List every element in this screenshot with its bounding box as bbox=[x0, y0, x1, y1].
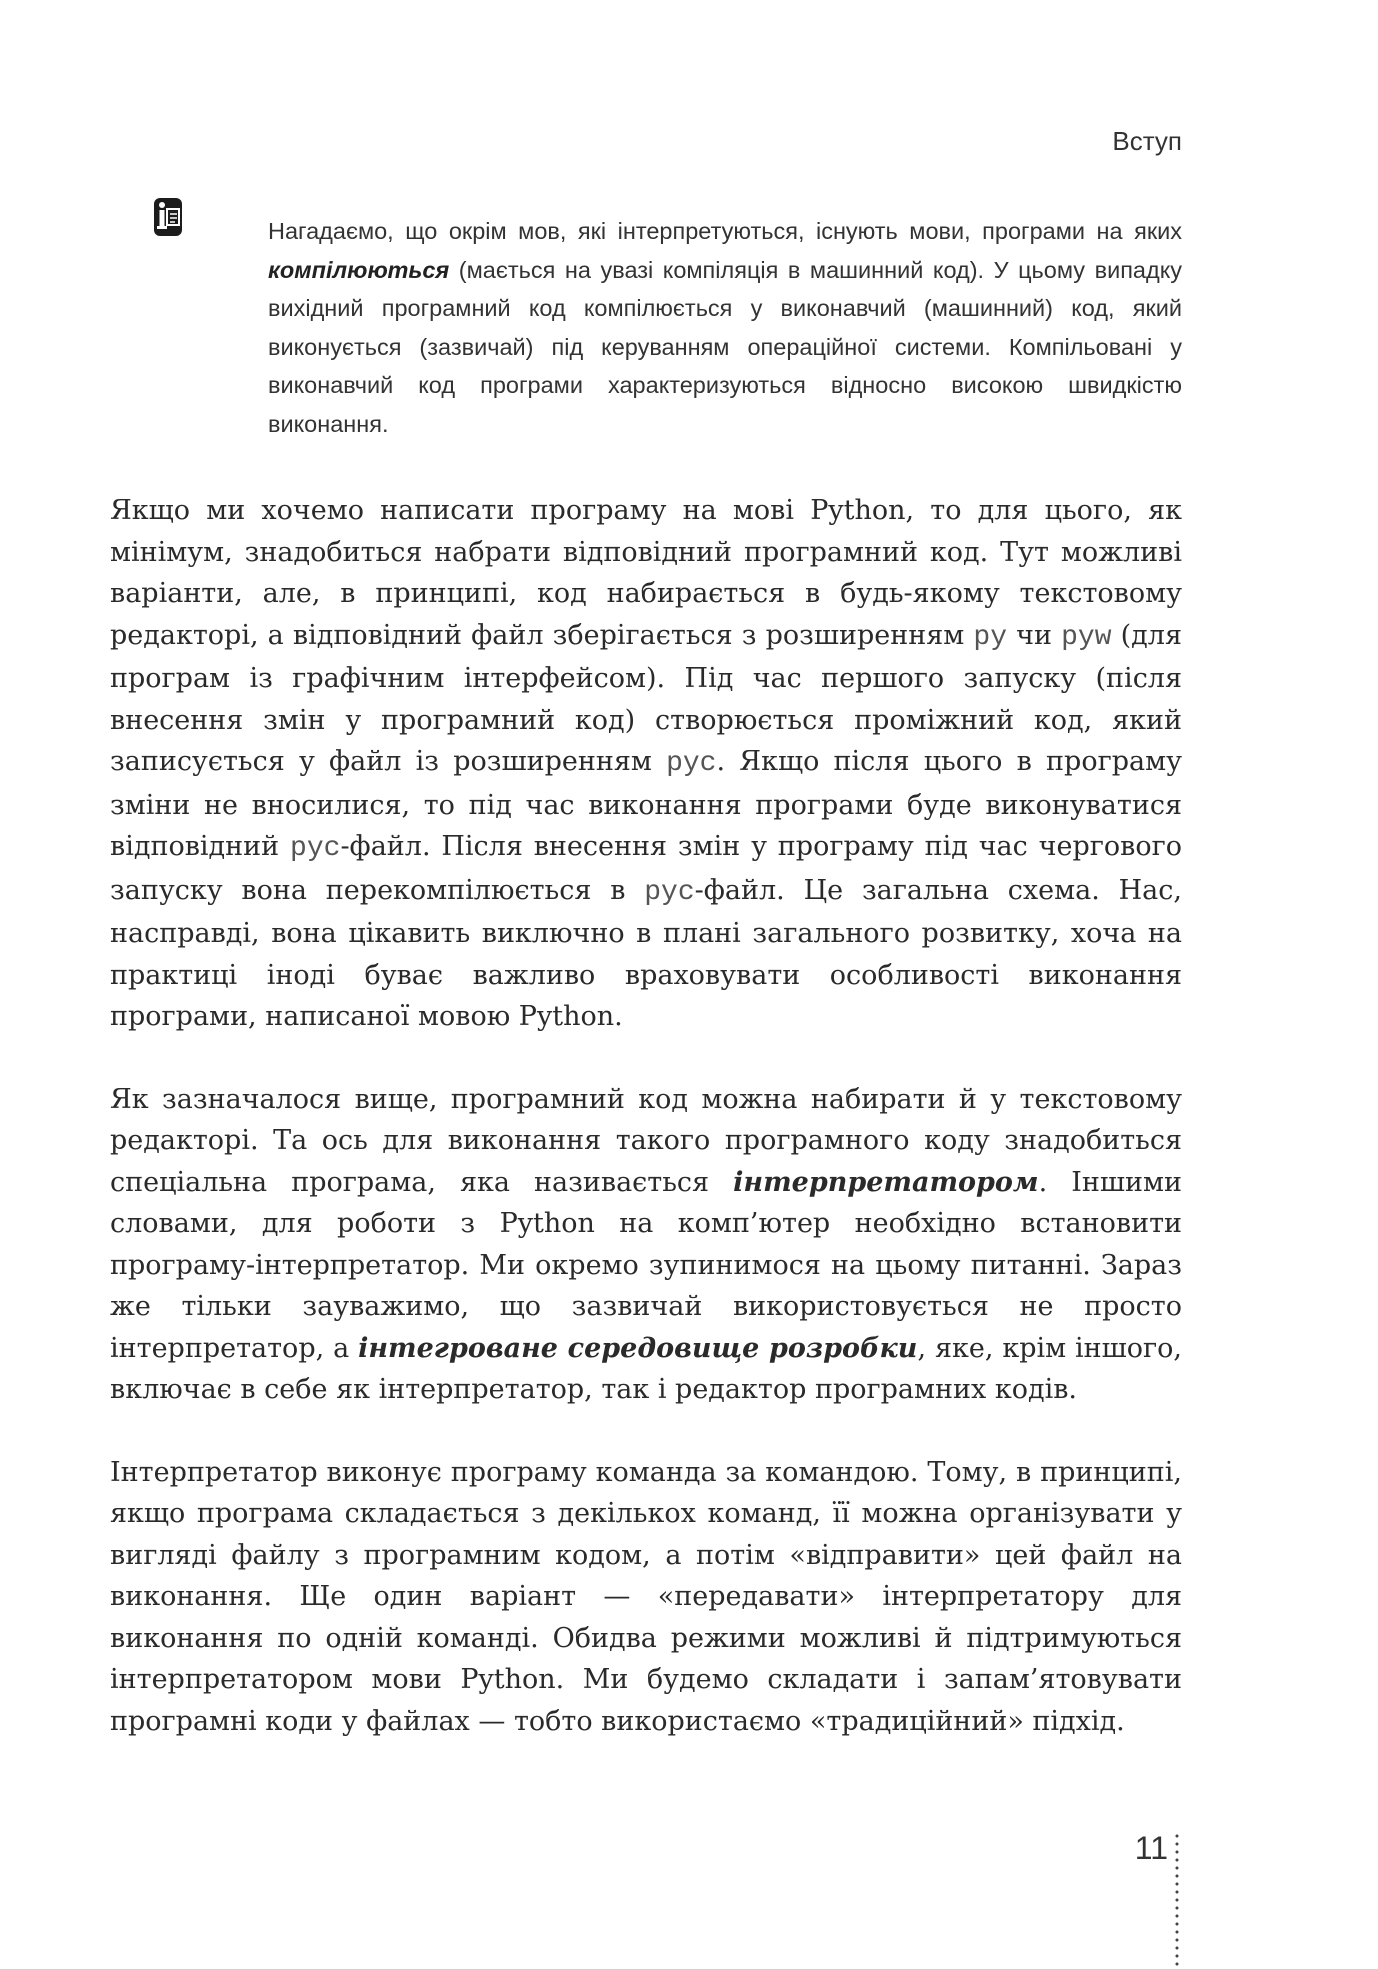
paragraph-3: Інтерпретатор виконує програму команда за командою. Тому, в принципі, якщо програма складається з декількох команд, її можна організувати у вигляді файлу з програмним кодом, а потім «відправити» цей файл на виконання. Ще один варіант — «передавати» інтерпретатору для виконання по одній команді. Обидва режими можливі й підтримуються інтерпретатором мови Python. Ми будемо складати і запам’ятовувати програмні коди у файлах — тобто використаємо «традиційний» підхід. bbox=[110, 1456, 1182, 1737]
dotted-rule bbox=[1174, 1832, 1180, 1969]
running-head: Вступ bbox=[1112, 126, 1182, 156]
info-note bbox=[268, 212, 1182, 444]
code-ext-py: py bbox=[973, 621, 1008, 653]
term-ide: інтегроване середовище розробки bbox=[358, 1332, 918, 1364]
info-note-icon bbox=[152, 196, 214, 242]
code-ext-pyc: pyc bbox=[666, 748, 717, 779]
paragraph-2: Як зазначалося вище, програмний код можна набирати й у текстовому редакторі. Та ось для виконання такого програмного коду знадобиться спеціальна програма, яка називається інтерпретатором. Іншими словами, для роботи з Python на комп’ютер необхідно встановити програму-інтерпретатор. Ми окремо зупинимося на цьому питанні. Зараз же тільки зауважимо, що зазвичай використовується не просто інтерпретатор, а інтегроване середовище розробки, яке, крім іншого, включає в себе як інтерпретатор, так і редактор програмних кодів. bbox=[110, 1083, 1182, 1405]
term-interpreter: інтерпретатором bbox=[733, 1166, 1039, 1198]
code-ext-pyc: pyc bbox=[290, 833, 341, 864]
paragraph-1: Якщо ми хочемо написати програму на мові Python, то для цього, як мінімум, знадобиться набрати відповідний програмний код. Тут можливі варіанти, але, в принципі, код набирається в будь-якому текстовому редакторі, а відповідний файл зберігається з розширенням py чи pyw (для програм із графічним інтерфейсом). Під час першого запуску (після внесення змін у програмний код) створюється проміжний код, який записується у файл із розширенням pyc. Якщо після цього в програму зміни не вносилися, то під час виконання програми буде виконуватися відповідний pyc-файл. Після внесення змін у програму під час чергового запуску вона перекомпілюється в pyc-файл. Це загальна схема. Нас, насправді, вона цікавить виключно в плані загального розвитку, хоча на практиці іноді буває важливо враховувати особливості виконання програми, написаної мовою Python. bbox=[110, 495, 1182, 1032]
note-text: Нагадаємо, що окрім мов, які інтерпретуються, існують мови, програми на яких компілюються (мається на увазі компіляція в машинний код). У цьому випадку вихідний програмний код компілюється у виконавчий (машинний) код, який виконується (зазвичай) під керуванням операційної системи. Компільовані у виконавчий код програми характеризуються відносно високою швидкістю виконання. bbox=[268, 218, 1182, 437]
body-text bbox=[110, 490, 1182, 1783]
page-number: 11 bbox=[1134, 1830, 1168, 1866]
info-note-icon-graphic bbox=[152, 196, 214, 242]
note-emphasis: компілюються bbox=[268, 256, 450, 283]
code-ext-pyc: pyc bbox=[644, 876, 695, 908]
code-ext-pyw: pyw bbox=[1061, 621, 1112, 653]
